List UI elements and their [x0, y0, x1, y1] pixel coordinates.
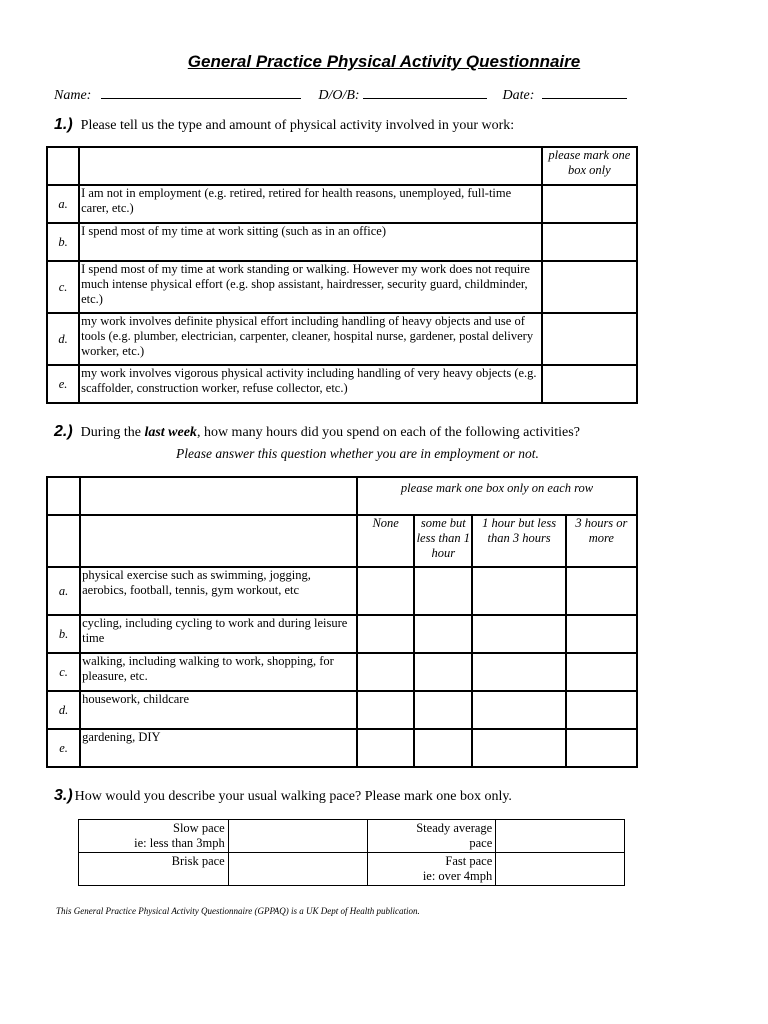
answer-box[interactable]: [472, 729, 565, 767]
question-2-text-before: During the: [80, 425, 141, 440]
question-2-number: 2.): [54, 423, 73, 440]
answer-box[interactable]: [357, 567, 414, 615]
dob-label: D/O/B:: [318, 88, 360, 103]
header-blank-cell: [47, 147, 79, 185]
answer-box[interactable]: [472, 691, 565, 729]
header-blank-cell: [80, 477, 357, 515]
date-label: Date:: [502, 88, 535, 103]
brisk-pace-box[interactable]: [228, 853, 368, 886]
table-row: [47, 729, 637, 767]
header-blank-cell: [47, 477, 80, 515]
answer-box[interactable]: [566, 567, 637, 615]
row-letter: c.: [47, 653, 80, 691]
row-letter: b.: [47, 615, 80, 653]
table-row: [47, 691, 637, 729]
row-letter: c.: [47, 261, 79, 313]
row-text: cycling, including cycling to work and during leisure time: [80, 615, 357, 653]
row-text: I spend most of my time at work sitting (such as in an office): [79, 223, 542, 261]
row-text: my work involves definite physical effort including handling of heavy objects and use of tools (e.g. plumber, electrician, carpenter, cleaner, hospital nurse, gardener, postal delivery worker, etc.): [79, 313, 542, 365]
walking-pace-table: [78, 819, 625, 886]
answer-box[interactable]: [357, 729, 414, 767]
answer-box[interactable]: [566, 691, 637, 729]
table-row: [47, 185, 637, 223]
question-2: [54, 423, 580, 441]
answer-box[interactable]: [414, 567, 472, 615]
column-one-to-three: 1 hour but less than 3 hours: [472, 515, 565, 567]
question-3-text: How would you describe your usual walking pace? Please mark one box only.: [74, 789, 512, 804]
row-letter: e.: [47, 365, 79, 403]
footer-note: This General Practice Physical Activity Questionnaire (GPPAQ) is a UK Dept of Health publication.: [56, 906, 420, 916]
question-2-emphasis: last week: [144, 425, 197, 440]
answer-box[interactable]: [414, 653, 472, 691]
answer-box[interactable]: [414, 615, 472, 653]
slow-pace-label: Slow pace ie: less than 3mph: [79, 820, 229, 853]
answer-box[interactable]: [357, 615, 414, 653]
table-row: [47, 615, 637, 653]
column-none: None: [357, 515, 414, 567]
name-label: Name:: [54, 88, 92, 103]
row-letter: a.: [47, 567, 80, 615]
answer-box[interactable]: [566, 615, 637, 653]
work-activity-table: [46, 146, 638, 404]
answer-box[interactable]: [542, 365, 637, 403]
answer-box[interactable]: [472, 653, 565, 691]
answer-box[interactable]: [566, 653, 637, 691]
answer-box[interactable]: [472, 567, 565, 615]
answer-box[interactable]: [472, 615, 565, 653]
table-row: [47, 567, 637, 615]
answer-box[interactable]: [542, 223, 637, 261]
row-letter: e.: [47, 729, 80, 767]
row-letter: d.: [47, 691, 80, 729]
row-text: I am not in employment (e.g. retired, retired for health reasons, unemployed, full-time carer, etc.): [79, 185, 542, 223]
row-letter: d.: [47, 313, 79, 365]
row-text: physical exercise such as swimming, jogging, aerobics, football, tennis, gym workout, etc: [80, 567, 357, 615]
fast-pace-box[interactable]: [496, 853, 625, 886]
slow-pace-box[interactable]: [228, 820, 368, 853]
question-2-text-after: , how many hours did you spend on each of the following activities?: [196, 425, 580, 440]
question-3-number: 3.): [54, 787, 73, 804]
answer-box[interactable]: [357, 691, 414, 729]
weekly-activity-table: [46, 476, 638, 768]
answer-box[interactable]: [566, 729, 637, 767]
row-letter: a.: [47, 185, 79, 223]
q1-column-header: please mark one box only: [542, 147, 637, 185]
question-1-text: Please tell us the type and amount of physical activity involved in your work:: [80, 118, 515, 133]
answer-box[interactable]: [357, 653, 414, 691]
table-row: [47, 365, 637, 403]
answer-box[interactable]: [414, 691, 472, 729]
header-blank-cell: [79, 147, 542, 185]
answer-box[interactable]: [542, 313, 637, 365]
row-text: gardening, DIY: [80, 729, 357, 767]
brisk-pace-label: Brisk pace: [79, 853, 229, 886]
q2-column-header: please mark one box only on each row: [357, 477, 637, 515]
patient-details: [54, 86, 627, 104]
column-three-plus: 3 hours or more: [566, 515, 637, 567]
row-text: my work involves vigorous physical activity including handling of very heavy objects (e.g. scaffolder, construction worker, refuse collector, etc.): [79, 365, 542, 403]
question-1-number: 1.): [54, 116, 73, 133]
column-some: some but less than 1 hour: [414, 515, 472, 567]
answer-box[interactable]: [542, 185, 637, 223]
answer-box[interactable]: [542, 261, 637, 313]
date-field[interactable]: [542, 86, 627, 99]
row-text: walking, including walking to work, shopping, for pleasure, etc.: [80, 653, 357, 691]
question-1: [54, 116, 514, 134]
table-row: [47, 223, 637, 261]
answer-box[interactable]: [414, 729, 472, 767]
dob-field[interactable]: [363, 86, 487, 99]
table-row: [47, 653, 637, 691]
name-field[interactable]: [101, 86, 301, 99]
fast-pace-label: Fast pace ie: over 4mph: [368, 853, 496, 886]
question-2-note: Please answer this question whether you are in employment or not.: [176, 446, 539, 461]
table-row: [47, 313, 637, 365]
header-blank-cell: [47, 515, 80, 567]
page-title: General Practice Physical Activity Questionnaire: [187, 52, 581, 71]
question-3: [54, 787, 512, 805]
row-text: housework, childcare: [80, 691, 357, 729]
steady-pace-box[interactable]: [496, 820, 625, 853]
header-blank-cell: [80, 515, 357, 567]
row-letter: b.: [47, 223, 79, 261]
table-row: [47, 261, 637, 313]
steady-pace-label: Steady average pace: [368, 820, 496, 853]
row-text: I spend most of my time at work standing or walking. However my work does not require much intense physical effort (e.g. shop assistant, hairdresser, security guard, childminder, etc.): [79, 261, 542, 313]
